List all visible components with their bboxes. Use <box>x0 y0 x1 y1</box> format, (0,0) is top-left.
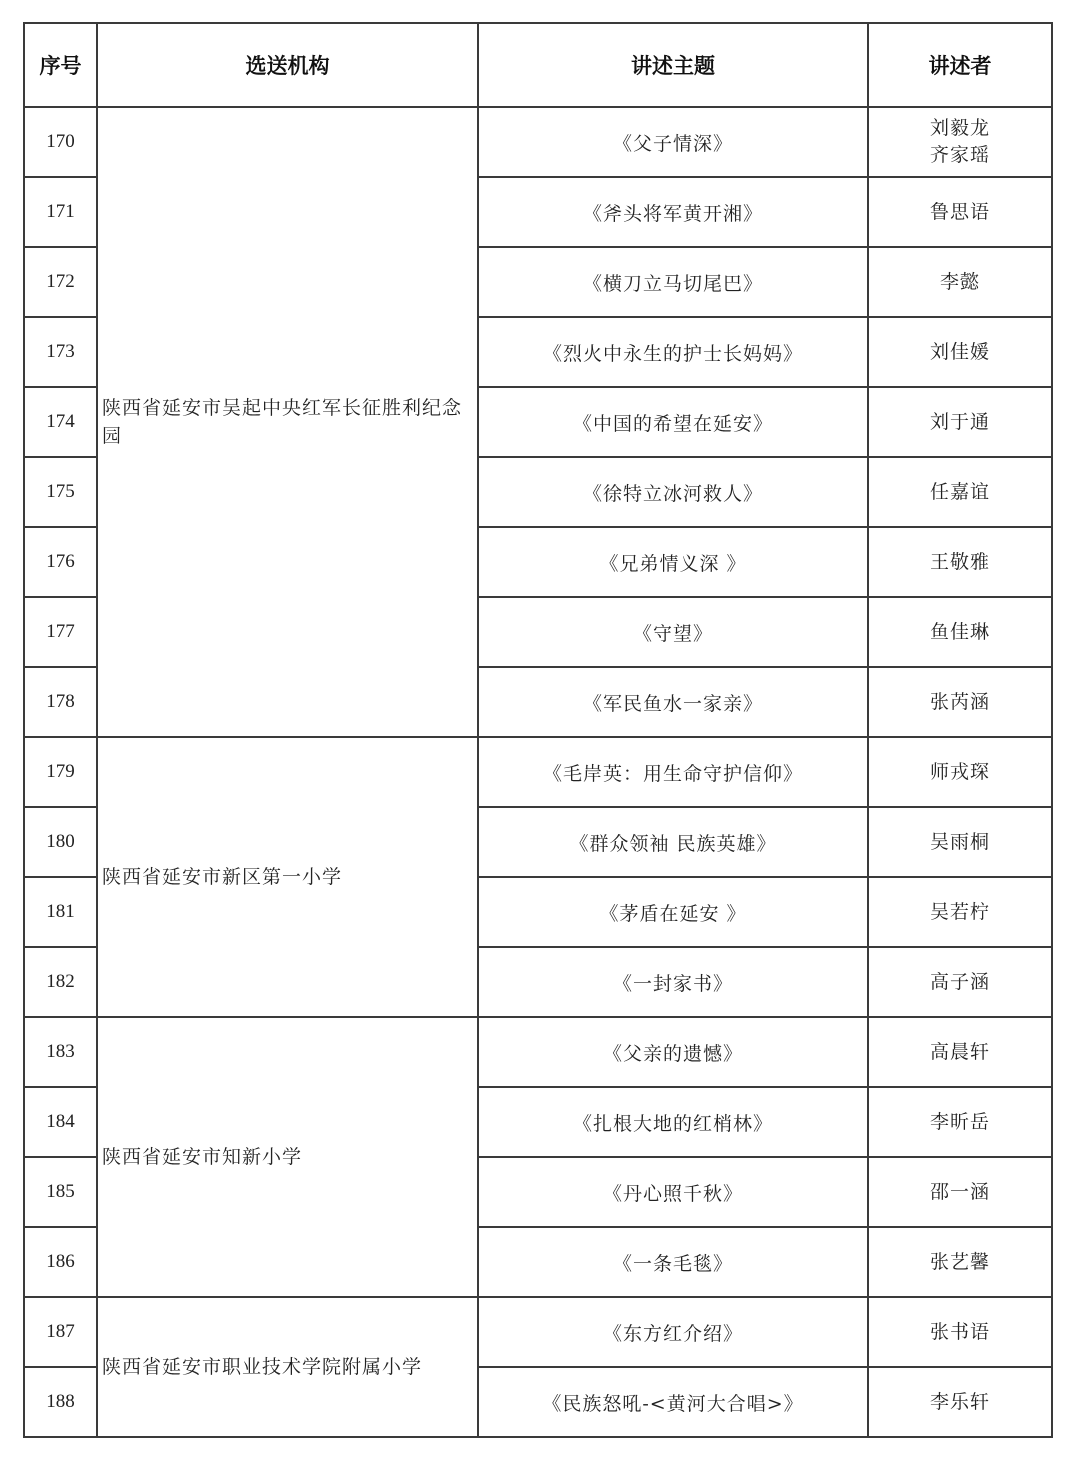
table-header <box>24 23 1052 107</box>
story-topic: 《毛岸英：用生命守护信仰》 <box>478 737 868 807</box>
story-topic: 《横刀立马切尾巴》 <box>478 247 868 317</box>
speaker-name: 师戎琛 <box>929 760 990 783</box>
speaker-name: 高晨轩 <box>929 1040 990 1063</box>
submitting-organization: 陕西省延安市知新小学 <box>97 1017 478 1297</box>
story-topic: 《兄弟情义深 》 <box>478 527 868 597</box>
speaker-cell <box>868 1017 1052 1087</box>
speaker-name: 齐家瑶 <box>929 144 990 166</box>
table-row <box>24 1017 1052 1087</box>
story-topic: 《一封家书》 <box>478 947 868 1017</box>
speaker-cell <box>868 947 1052 1017</box>
speaker-cell <box>868 177 1052 247</box>
header-topic: 讲述主题 <box>478 23 868 107</box>
header-org: 选送机构 <box>97 23 478 107</box>
speaker-name: 刘佳媛 <box>929 340 990 363</box>
speaker-cell <box>868 1227 1052 1297</box>
story-topic: 《一条毛毯》 <box>478 1227 868 1297</box>
speaker-cell <box>868 877 1052 947</box>
submitting-organization: 陕西省延安市新区第一小学 <box>97 737 478 1017</box>
submitting-organization: 陕西省延安市职业技术学院附属小学 <box>97 1297 478 1437</box>
story-topic: 《东方红介绍》 <box>478 1297 868 1367</box>
speaker-name: 鲁思语 <box>929 200 990 223</box>
speaker-cell <box>868 1367 1052 1437</box>
header-row <box>24 23 1052 107</box>
story-topic: 《丹心照千秋》 <box>478 1157 868 1227</box>
row-number: 175 <box>24 457 97 527</box>
speaker-name: 张书语 <box>929 1320 990 1343</box>
row-number: 183 <box>24 1017 97 1087</box>
row-number: 177 <box>24 597 97 667</box>
story-topic: 《父亲的遗憾》 <box>478 1017 868 1087</box>
speaker-cell <box>868 317 1052 387</box>
speaker-name: 任嘉谊 <box>929 480 990 503</box>
row-number: 176 <box>24 527 97 597</box>
story-topic: 《扎根大地的红梢林》 <box>478 1087 868 1157</box>
speaker-name: 李乐轩 <box>929 1390 990 1413</box>
speaker-cell <box>868 807 1052 877</box>
speaker-cell <box>868 1157 1052 1227</box>
story-topic: 《斧头将军黄开湘》 <box>478 177 868 247</box>
table-row <box>24 107 1052 177</box>
row-number: 186 <box>24 1227 97 1297</box>
speaker-cell <box>868 737 1052 807</box>
row-number: 179 <box>24 737 97 807</box>
row-number: 171 <box>24 177 97 247</box>
speaker-cell <box>868 597 1052 667</box>
story-topic: 《父子情深》 <box>478 107 868 177</box>
header-num: 序号 <box>24 23 97 107</box>
row-number: 182 <box>24 947 97 1017</box>
story-topic: 《军民鱼水一家亲》 <box>478 667 868 737</box>
speaker-cell <box>868 247 1052 317</box>
table-row <box>24 737 1052 807</box>
story-topic: 《徐特立冰河救人》 <box>478 457 868 527</box>
speaker-roster-table <box>23 22 1053 1438</box>
story-topic: 《民族怒吼-<黄河大合唱>》 <box>478 1367 868 1437</box>
speaker-name: 高子涵 <box>929 970 990 993</box>
speaker-name: 李昕岳 <box>929 1110 990 1133</box>
speaker-cell <box>868 457 1052 527</box>
row-number: 180 <box>24 807 97 877</box>
row-number: 184 <box>24 1087 97 1157</box>
table-body <box>24 107 1052 1437</box>
row-number: 185 <box>24 1157 97 1227</box>
speaker-cell <box>868 1297 1052 1367</box>
speaker-cell <box>868 527 1052 597</box>
row-number: 173 <box>24 317 97 387</box>
speaker-name: 鱼佳琳 <box>929 620 990 643</box>
story-topic: 《群众领袖 民族英雄》 <box>478 807 868 877</box>
row-number: 181 <box>24 877 97 947</box>
speaker-name: 吴若柠 <box>929 900 990 923</box>
speaker-name: 刘毅龙 <box>929 117 990 139</box>
speaker-name: 张艺馨 <box>929 1250 990 1273</box>
row-number: 187 <box>24 1297 97 1367</box>
speaker-name: 李懿 <box>939 270 980 293</box>
row-number: 188 <box>24 1367 97 1437</box>
speaker-name: 王敬雅 <box>929 550 990 573</box>
row-number: 170 <box>24 107 97 177</box>
speaker-name: 邵一涵 <box>929 1180 990 1203</box>
speaker-cell <box>868 1087 1052 1157</box>
speaker-cell <box>868 387 1052 457</box>
story-topic: 《守望》 <box>478 597 868 667</box>
row-number: 178 <box>24 667 97 737</box>
speaker-name: 吴雨桐 <box>929 830 990 853</box>
story-topic: 《烈火中永生的护士长妈妈》 <box>478 317 868 387</box>
speaker-cell <box>868 667 1052 737</box>
header-speaker: 讲述者 <box>868 23 1052 107</box>
table-row <box>24 1297 1052 1367</box>
speaker-name: 张芮涵 <box>929 690 990 713</box>
story-topic: 《中国的希望在延安》 <box>478 387 868 457</box>
speaker-cell <box>868 107 1052 177</box>
story-topic: 《茅盾在延安 》 <box>478 877 868 947</box>
speaker-name: 刘于通 <box>929 410 990 433</box>
row-number: 174 <box>24 387 97 457</box>
row-number: 172 <box>24 247 97 317</box>
submitting-organization: 陕西省延安市吴起中央红军长征胜利纪念园 <box>97 107 478 737</box>
